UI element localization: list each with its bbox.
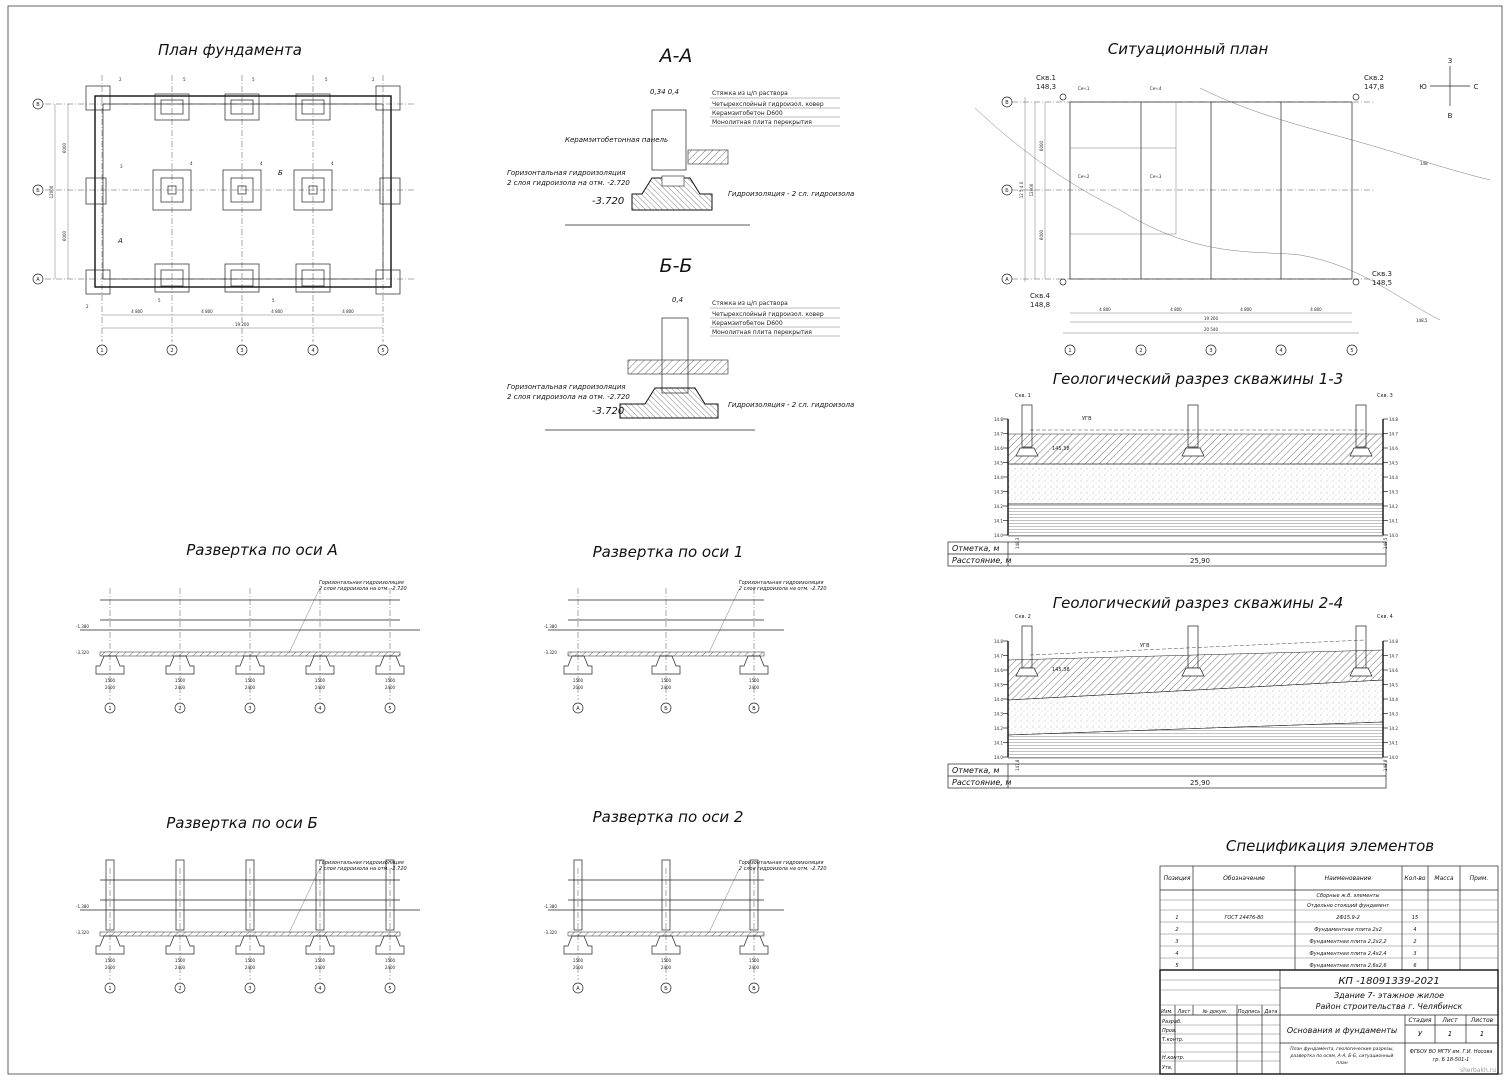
axis-label: 4: [318, 706, 322, 712]
plan-axis-x: 2: [170, 348, 174, 354]
sheet-frame: [8, 6, 1502, 1074]
spec-name: Фундаментная плита 2х2: [1314, 927, 1382, 933]
spec-qty: 6: [1413, 963, 1417, 969]
axis-label: 3: [248, 706, 252, 712]
plan-mark: 5: [252, 77, 255, 82]
sit-axis-x: 3: [1209, 348, 1213, 354]
axis-label: 2: [178, 986, 182, 992]
level-label: 14.6: [994, 446, 1003, 451]
sit-axis-x: 5: [1350, 348, 1354, 354]
spec-pos: 4: [1175, 951, 1179, 957]
sit-dim-total: 19 200: [1204, 316, 1218, 321]
spec-header: Обозначение: [1223, 875, 1265, 882]
plan-mark: 4: [260, 161, 263, 166]
level-label: 14.3: [1389, 489, 1398, 495]
footing-dim: 1500: [314, 958, 326, 963]
leader-line: [709, 590, 739, 653]
level-label: 14.0: [994, 755, 1003, 760]
well-label: Скв.3: [1372, 270, 1392, 278]
geo24-distance: 25,90: [1189, 779, 1211, 787]
footing-dim: 2400: [314, 965, 326, 970]
geo13-well-right: Скв. 3: [1377, 393, 1393, 399]
footing-dim: 2400: [748, 965, 760, 970]
stamp-col: Лист: [1177, 1009, 1191, 1015]
plan-dim: 4 800: [271, 309, 283, 314]
stamp-role: Утв.: [1162, 1065, 1173, 1071]
well-label: Скв.1: [1036, 74, 1056, 82]
plan-mark: 5: [325, 77, 328, 82]
spec-qty: 15: [1411, 915, 1419, 921]
level-label: 14.5: [994, 682, 1003, 688]
footing-dim: 2400: [384, 685, 396, 690]
svg-text:Ю: Ю: [1419, 83, 1427, 91]
plan-dim: 4 800: [342, 309, 354, 314]
well-elev: 148,3: [1036, 83, 1057, 91]
stamp-sheet: 1: [1447, 1030, 1453, 1038]
level-label: 14.7: [1389, 653, 1398, 659]
razvertka-b: [76, 814, 420, 993]
geo24-title: Геологический разрез скважины 2-4: [1052, 594, 1344, 612]
level-mark: -1.380: [544, 624, 557, 629]
footing-dim: 1500: [314, 678, 326, 683]
razv-note: Горизонтальная гидроизоляция: [319, 580, 404, 586]
section-aa-title: А-А: [659, 45, 693, 67]
stamp-role: Разраб.: [1162, 1019, 1182, 1025]
level-label: 14.0: [994, 533, 1003, 538]
footing-dim: 1500: [748, 678, 760, 683]
section-bb: [507, 255, 854, 430]
plan-mark: 3: [120, 164, 123, 169]
section-bb-layer: Керамзитобетон D600: [712, 320, 783, 327]
well-elev: 147,8: [1364, 83, 1385, 91]
geo13-mark: 145.38: [1052, 446, 1070, 452]
sit-axis-x: 4: [1279, 348, 1283, 354]
plan-mark: 2: [119, 77, 122, 82]
level-label: 14.1: [1389, 740, 1398, 746]
section-aa-horiz: 2 слоя гидроизола на отм. -2.720: [507, 179, 630, 187]
plan-axis-x: 4: [311, 348, 315, 354]
section-aa-layer: Четырехслойный гидроизол. ковер: [712, 101, 824, 108]
footing-dim: 1500: [104, 958, 116, 963]
plan-mark: 4: [190, 161, 193, 166]
plan-dim: 4 800: [131, 309, 143, 314]
footing-dim: 2400: [174, 965, 186, 970]
axis-label: В: [752, 986, 756, 992]
geo13-well-left: Скв. 1: [1015, 393, 1031, 399]
section-point: Сеч.3: [1150, 174, 1162, 179]
geo13-elev: 148,3: [1015, 537, 1020, 549]
razv-note: Горизонтальная гидроизоляция: [738, 580, 824, 586]
stamp-stage-label: Стадия: [1408, 1017, 1432, 1024]
spec-rows: [1175, 915, 1418, 969]
axis-label: 3: [248, 986, 252, 992]
geo24-ugv: УГВ: [1140, 643, 1150, 649]
level-mark: -3.320: [544, 650, 557, 655]
stamp-subject: Основания и фундаменты: [1286, 1026, 1398, 1035]
razvertka-1: [544, 543, 827, 713]
sit-dim-outer: 12 5 4 0: [1019, 181, 1024, 199]
footing-dim: 1500: [572, 958, 584, 963]
footing-dim: 2000: [572, 965, 584, 970]
stamp-building: Здание 7- этажное жилое: [1333, 991, 1445, 1000]
section-bb-layer: Четырехслойный гидроизол. ковер: [712, 311, 824, 318]
footing-dim: 1500: [748, 958, 760, 963]
level-label: 14.7: [1389, 431, 1398, 437]
level-label: 14.4: [1389, 475, 1398, 480]
spec-name: Фундаментная плита 2,4х2,4: [1309, 951, 1387, 957]
spec-header: Прим.: [1469, 875, 1489, 882]
level-label: 14.2: [994, 504, 1003, 509]
footing-dim: 2400: [174, 685, 186, 690]
razv-2-title: Развертка по оси 2: [592, 808, 744, 826]
footing-dim: 2400: [660, 685, 672, 690]
compass-icon: [1419, 57, 1478, 120]
geo13-distance: 25,90: [1189, 557, 1211, 565]
plan-dim-total: 19 200: [235, 322, 249, 327]
stamp-col: № докум.: [1202, 1009, 1228, 1015]
level-label: 14.6: [994, 668, 1003, 673]
geo24-elev: 147,8: [1015, 759, 1020, 771]
geo-section-24: [948, 594, 1398, 788]
stamp-region: Район строительства г. Челябинск: [1315, 1002, 1463, 1011]
leader-line: [289, 870, 319, 933]
footing-dim: 1500: [244, 678, 256, 683]
axis-label: 1: [108, 986, 112, 992]
geo13-ugv: УГВ: [1082, 416, 1092, 422]
spec-pos: 3: [1175, 939, 1179, 945]
sit-axis-x: 2: [1139, 348, 1143, 354]
axis-label: А: [576, 706, 580, 712]
spec-group: Отдельно стоящий фундамент: [1306, 903, 1390, 909]
spec-qty: 3: [1413, 951, 1417, 957]
plan-mark: 5: [183, 77, 186, 82]
footing-dim: 1500: [244, 958, 256, 963]
level-label: 14.5: [1389, 460, 1398, 466]
specification-table: [1160, 837, 1498, 970]
plan-axis-y: В: [36, 102, 40, 108]
level-label: 14.1: [994, 518, 1003, 524]
level-label: 14.1: [994, 740, 1003, 746]
geo24-well-right: Скв. 4: [1377, 614, 1393, 620]
spec-header: Наименование: [1324, 875, 1372, 882]
axis-label: 2: [178, 706, 182, 712]
well-label: Скв.4: [1030, 292, 1050, 300]
section-aa-panel: Керамзитобетонная панель: [565, 136, 669, 144]
sit-axis-x: 1: [1068, 348, 1072, 354]
stamp-sheet-label: Лист: [1442, 1017, 1458, 1024]
razv-a-title: Развертка по оси А: [186, 541, 338, 559]
axis-label: 4: [318, 986, 322, 992]
razv-b-title: Развертка по оси Б: [166, 814, 318, 832]
section-bb-level: -3.720: [592, 406, 625, 417]
section-bb-dim: 0,4: [672, 296, 684, 304]
geo24-well-left: Скв. 2: [1015, 614, 1031, 620]
well-elev: 148,8: [1030, 301, 1051, 309]
stamp-sheets-label: Листов: [1470, 1017, 1494, 1024]
section-aa-dim: 0,34 0,4: [650, 88, 679, 96]
geo24-row-label: Расстояние, м: [952, 778, 1012, 787]
level-label: 14.8: [1389, 639, 1398, 644]
level-label: 14.3: [994, 711, 1003, 717]
section-point: Сеч.2: [1078, 174, 1090, 179]
plan-dim: 6000: [62, 230, 67, 242]
section-aa-vert: Гидроизоляция - 2 сл. гидроизола: [728, 190, 855, 198]
axis-label: Б: [664, 986, 668, 992]
spec-qty: 4: [1413, 927, 1417, 933]
contour-label: 148: [1420, 161, 1428, 166]
stamp-desc: План фундамента, геологические разрезы,: [1290, 1047, 1394, 1052]
stamp-role: Пров.: [1162, 1028, 1177, 1034]
footing-dim: 2400: [244, 965, 256, 970]
razvertka-a: [76, 541, 420, 713]
razv-note: 2 слоя гидроизола на отм. -2.720: [319, 586, 407, 592]
section-aa: [507, 45, 854, 225]
stamp-desc: развертка по осям, А-А, Б-Б, ситуационный: [1290, 1054, 1394, 1059]
sit-dim-total: 12000: [1029, 183, 1034, 197]
footing-dim: 2400: [748, 685, 760, 690]
footing-dim: 1500: [104, 678, 116, 683]
level-label: 14.6: [1389, 446, 1398, 451]
stamp-stage: У: [1417, 1030, 1423, 1038]
plan-mark: 2: [372, 77, 375, 82]
level-label: 14.4: [994, 697, 1003, 702]
level-mark: -3.320: [76, 650, 89, 655]
axis-label: 5: [388, 706, 392, 712]
geo13-title: Геологический разрез скважины 1-3: [1052, 370, 1344, 388]
plan-mark: 2: [86, 304, 89, 309]
title-block: [1160, 970, 1498, 1074]
sit-dim: 6000: [1039, 140, 1044, 152]
level-label: 14.4: [994, 475, 1003, 480]
geo13-elev: 148,5: [1383, 537, 1388, 549]
level-label: 14.1: [1389, 518, 1398, 524]
footing-dim: 2400: [384, 965, 396, 970]
level-label: 14.5: [994, 460, 1003, 466]
footing-dim: 1500: [384, 678, 396, 683]
razv-note: 2 слоя гидроизола на отм. -2.720: [738, 586, 827, 592]
section-aa-layer: Стяжка из ц/п раствора: [712, 90, 788, 97]
level-label: 14.0: [1389, 533, 1398, 538]
plan-mark: 4: [331, 161, 334, 166]
axis-label: 5: [388, 986, 392, 992]
spec-name: 2Ф15.9-2: [1336, 915, 1360, 921]
leader-line: [289, 590, 319, 653]
section-bb-title: Б-Б: [659, 255, 693, 277]
plan-mark: 5: [158, 298, 161, 303]
spec-title: Спецификация элементов: [1225, 837, 1435, 855]
spec-code: ГОСТ 24476-80: [1224, 915, 1264, 921]
sit-axis-y: А: [1005, 277, 1009, 283]
sit-axis-y: В: [1005, 100, 1009, 106]
section-aa-layer: Монолитная плита перекрытия: [712, 119, 812, 126]
razv-1-title: Развертка по оси 1: [592, 543, 744, 561]
axis-label: А: [576, 986, 580, 992]
footing-dim: 1500: [174, 678, 186, 683]
plan-title: План фундамента: [158, 41, 302, 59]
geo13-row-label: Отметка, м: [952, 544, 1000, 553]
footing-dim: 2400: [244, 685, 256, 690]
spec-qty: 2: [1413, 939, 1417, 945]
stamp-role: Т.контр.: [1162, 1037, 1184, 1043]
footing-dim: 2400: [314, 685, 326, 690]
geo24-elev: 148,8: [1383, 759, 1388, 771]
footing-dim: 1500: [174, 958, 186, 963]
level-label: 14.8: [994, 639, 1003, 644]
well-elev: 148,5: [1372, 279, 1393, 287]
stamp-org: гр. Б 18-501-1: [1432, 1057, 1470, 1063]
razv-note: 2 слоя гидроизола на отм. -2.720: [738, 866, 827, 872]
sit-dim: 4 800: [1240, 307, 1252, 312]
razvertka-2: [544, 808, 827, 993]
stamp-sheets: 1: [1479, 1030, 1485, 1038]
axis-label: В: [752, 706, 756, 712]
footing-dim: 2400: [660, 965, 672, 970]
section-bb-vert: Гидроизоляция - 2 сл. гидроизола: [728, 401, 855, 409]
sit-dim: 4 800: [1310, 307, 1322, 312]
geo13-row-label: Расстояние, м: [952, 556, 1012, 565]
level-mark: -3.320: [544, 930, 557, 935]
axis-label: 1: [108, 706, 112, 712]
sit-dim: 4 800: [1170, 307, 1182, 312]
level-label: 14.5: [1389, 682, 1398, 688]
level-label: 14.2: [994, 726, 1003, 731]
level-mark: -1.380: [76, 904, 89, 909]
stamp-col: Подпись: [1237, 1009, 1261, 1015]
level-label: 14.3: [1389, 711, 1398, 717]
section-bb-layer: Монолитная плита перекрытия: [712, 329, 812, 336]
geo24-row-label: Отметка, м: [952, 766, 1000, 775]
spec-pos: 1: [1175, 915, 1179, 921]
stamp-org: ФГБОУ ВО МГТУ им. Г.И. Носова: [1409, 1049, 1493, 1055]
spec-header: Кол-во: [1404, 875, 1426, 882]
level-label: 14.4: [1389, 697, 1398, 702]
level-mark: -3.320: [76, 930, 89, 935]
svg-text:З: З: [1447, 57, 1453, 65]
sit-dim: 6000: [1039, 229, 1044, 241]
razv-note: Горизонтальная гидроизоляция: [319, 860, 404, 866]
razv-note: Горизонтальная гидроизоляция: [738, 860, 824, 866]
section-point: Сеч.4: [1150, 86, 1162, 91]
axis-label: Б: [664, 706, 668, 712]
plan-axis-y: А: [36, 277, 40, 283]
geo24-mark: 145.38: [1052, 667, 1070, 673]
level-label: 14.0: [1389, 755, 1398, 760]
sit-axis-y: Б: [1005, 188, 1009, 194]
spec-group: Сборные ж.б. элементы: [1316, 893, 1380, 899]
spec-header: Масса: [1434, 875, 1454, 882]
plan-dim-total: 12000: [49, 185, 54, 199]
footing-dim: 2000: [104, 965, 116, 970]
leader-line: [709, 870, 739, 933]
plan-mark: 5: [272, 298, 275, 303]
level-label: 14.3: [994, 489, 1003, 495]
plan-section-mark: А: [118, 237, 123, 245]
level-mark: -1.380: [76, 624, 89, 629]
svg-text:С: С: [1473, 83, 1479, 91]
section-point: Сеч.1: [1078, 86, 1090, 91]
level-label: 14.6: [1389, 668, 1398, 673]
razv-note: 2 слоя гидроизола на отм. -2.720: [319, 866, 407, 872]
sit-dim: 4 800: [1099, 307, 1111, 312]
well-label: Скв.2: [1364, 74, 1384, 82]
sit-dim-outer: 20 540: [1204, 327, 1218, 332]
plan-axis-y: Б: [36, 188, 40, 194]
situation-plan: [975, 40, 1490, 355]
stamp-desc: план: [1336, 1061, 1348, 1066]
level-label: 14.8: [994, 417, 1003, 422]
plan-dim: 4 800: [201, 309, 213, 314]
spec-header: Позиция: [1163, 875, 1191, 882]
footing-dim: 1500: [660, 678, 672, 683]
level-label: 14.2: [1389, 504, 1398, 509]
plan-dim: 6000: [62, 142, 67, 154]
spec-pos: 5: [1175, 963, 1179, 969]
contour-label: 148,5: [1416, 318, 1428, 323]
footing-dim: 2000: [572, 685, 584, 690]
level-label: 14.7: [994, 653, 1003, 659]
section-aa-layer: Керамзитобетон D600: [712, 110, 783, 117]
footing-dim: 1500: [572, 678, 584, 683]
section-bb-horiz: 2 слоя гидроизола на отм. -2.720: [507, 393, 630, 401]
geo-section-13: [948, 370, 1398, 566]
plan-section-mark: Б: [278, 169, 283, 177]
level-label: 14.8: [1389, 417, 1398, 422]
foundation-plan: [33, 41, 415, 355]
spec-name: Фундаментная плита 2,2х2,2: [1309, 939, 1387, 945]
section-bb-layer: Стяжка из ц/п раствора: [712, 300, 788, 307]
watermark: sherbakh.ru: [1459, 1067, 1496, 1074]
section-aa-level: -3.720: [592, 196, 625, 207]
plan-axis-x: 1: [100, 348, 104, 354]
stamp-col: Изм.: [1161, 1009, 1173, 1015]
plan-axis-x: 3: [240, 348, 244, 354]
footing-dim: 1500: [660, 958, 672, 963]
level-label: 14.7: [994, 431, 1003, 437]
stamp-col: Дата: [1264, 1009, 1278, 1015]
stamp-role: Н.контр.: [1162, 1055, 1185, 1061]
plan-axis-x: 5: [381, 348, 385, 354]
spec-name: Фундаментная плита 2,6х2,6: [1309, 963, 1387, 969]
section-aa-horiz: Горизонтальная гидроизоляция: [507, 169, 626, 177]
footing-dim: 1500: [384, 958, 396, 963]
footing-dim: 2000: [104, 685, 116, 690]
section-bb-horiz: Горизонтальная гидроизоляция: [507, 383, 626, 391]
svg-text:В: В: [1447, 112, 1453, 120]
situation-title: Ситуационный план: [1107, 40, 1269, 58]
level-label: 14.2: [1389, 726, 1398, 731]
spec-pos: 2: [1175, 927, 1179, 933]
stamp-code: КП -18091339-2021: [1338, 976, 1440, 987]
level-mark: -1.380: [544, 904, 557, 909]
